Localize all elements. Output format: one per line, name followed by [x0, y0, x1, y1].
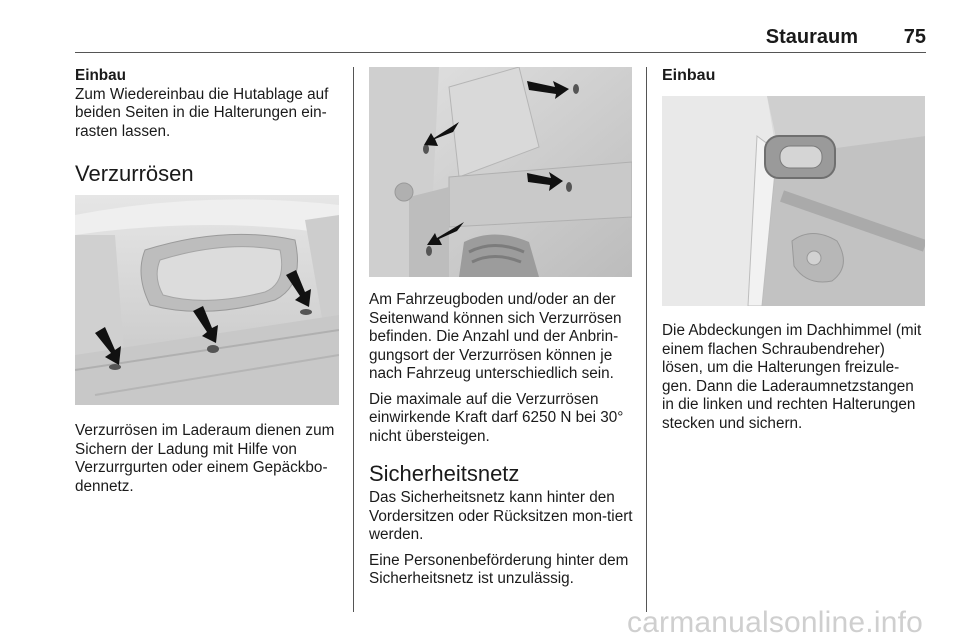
install-heading-col3: Einbau — [662, 67, 716, 84]
header-rule — [75, 52, 926, 53]
column-3-text: Die Abdeckungen im Dachhimmel (mit einem flachen Schraubendreher) lösen, um die Halterungen freizule-gen. Dann die Laderaumnetzstangen in die linken und rechten Halterungen stecken und sichern. — [662, 322, 922, 432]
column-divider-1 — [353, 67, 354, 612]
column-divider-2 — [646, 67, 647, 612]
paragraph-eyelets-location: Am Fahrzeugboden und/oder an der Seitenwand können sich Verzurrösen befinden. Die Anzahl und der Anbrin-gungsort der Verzurrösen können je nach Fahrzeug unterschiedlich sein. — [369, 291, 622, 382]
chapter-title: Stauraum — [765, 26, 858, 48]
section-title-verzurroesen: Verzurrösen — [75, 161, 194, 186]
column-1 — [75, 67, 341, 141]
paragraph-net-warning: Eine Personenbeförderung hinter dem Sicherheitsnetz ist unzulässig. — [369, 551, 629, 587]
page-number: 75 — [903, 26, 926, 48]
paragraph-max-force: Die maximale auf die Verzurrösen einwirkende Kraft darf 6250 N bei 30° nicht übersteigen. — [369, 390, 624, 445]
figure-side-wall-eyelets — [369, 67, 632, 277]
paragraph-net-mounting: Das Sicherheitsnetz kann hinter den Vordersitzen oder Rücksitzen mon-tiert werden. — [369, 489, 633, 543]
page-header — [75, 26, 926, 52]
section-title-sicherheitsnetz: Sicherheitsnetz — [369, 461, 520, 486]
install-heading: Einbau — [75, 67, 126, 84]
column-2-text — [369, 291, 634, 446]
install-text: Zum Wiedereinbau die Hutablage auf beiden Seiten in die Halterungen ein-rasten lassen. — [75, 85, 329, 140]
figure-caption: Verzurrösen im Laderaum dienen zum Sichern der Ladung mit Hilfe von Verzurrgurten oder einem Gepäckbo-dennetz. — [75, 422, 335, 495]
figure-roof-holder — [662, 96, 925, 306]
figure-cargo-floor-eyelets — [75, 195, 339, 405]
watermark: carmanualsonline.info — [626, 606, 923, 639]
column-2-text-net — [369, 489, 634, 589]
